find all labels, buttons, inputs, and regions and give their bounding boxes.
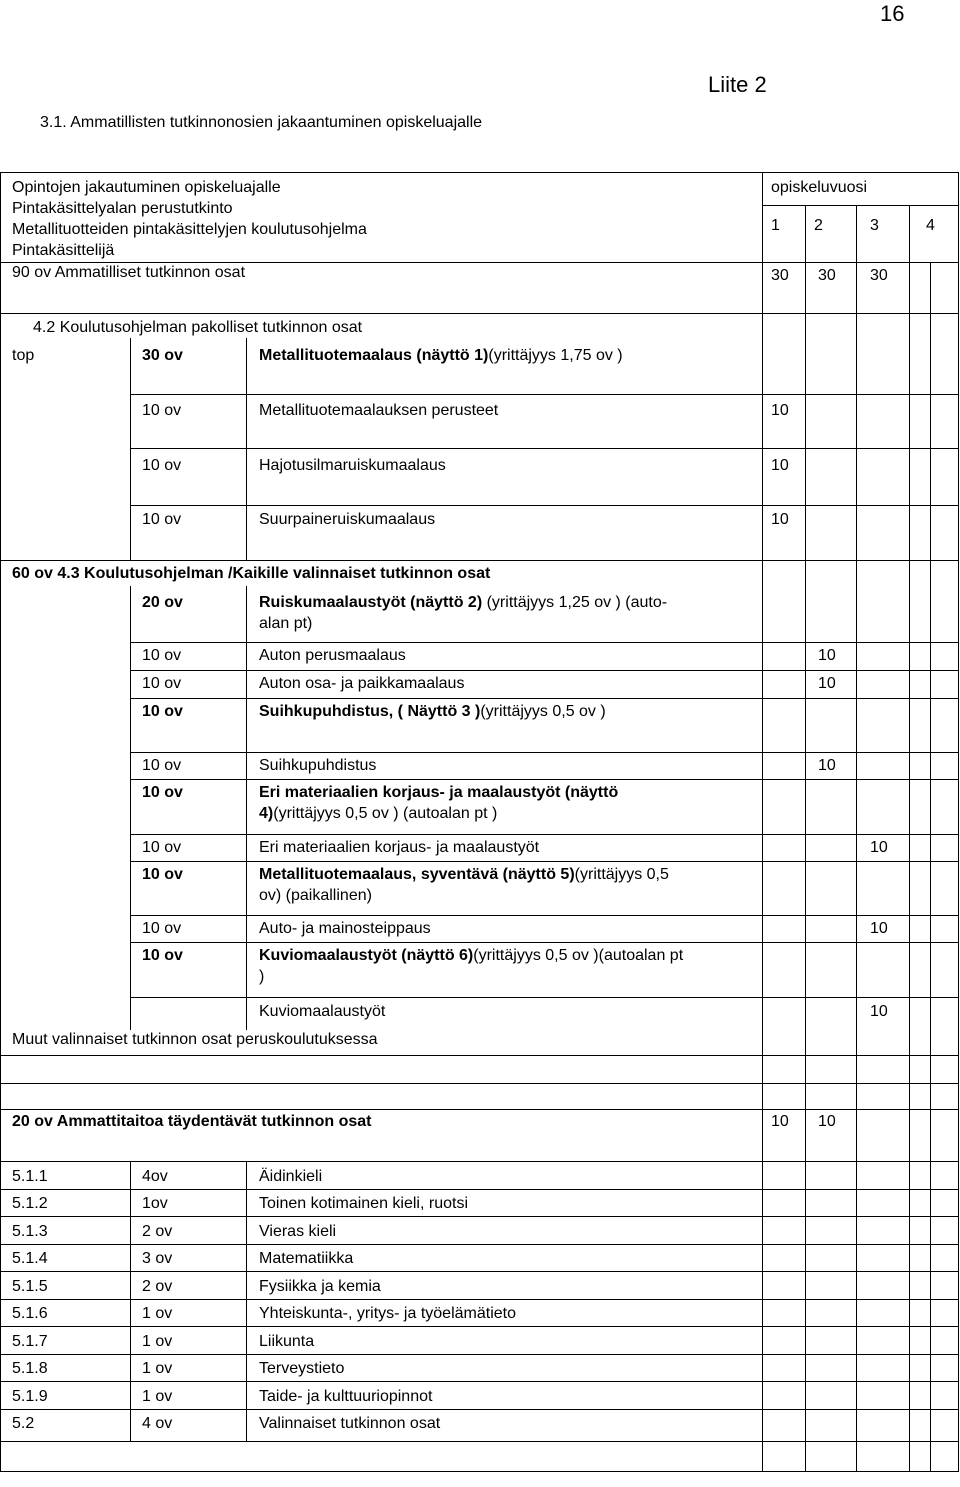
row-value: 10 [771, 511, 789, 528]
module-title-line-2: alan pt) [259, 615, 313, 632]
mandatory-prefix: top [12, 347, 35, 364]
row-line [130, 448, 959, 449]
row-line [130, 505, 959, 506]
row-ov: 10 ov [142, 920, 182, 937]
year-divider-4 [930, 262, 931, 1471]
module-title-rest: (yrittäjyys 0,5 ov ) [480, 703, 606, 720]
row-line [0, 1299, 959, 1300]
row-line [0, 1109, 959, 1110]
row-ov: 1 ov [142, 1333, 173, 1350]
appendix-label: Liite 2 [708, 72, 767, 97]
row-line [0, 1381, 959, 1382]
total-year-3: 30 [870, 267, 888, 284]
row-ov: 1ov [142, 1195, 168, 1212]
row-value: 10 [818, 647, 836, 664]
row-code: 5.1.4 [12, 1250, 48, 1267]
row-line [130, 779, 959, 780]
module-title-bold: Metallituotemaalaus, syventävä (näyttö 5) [259, 866, 575, 883]
row-name: Kuviomaalaustyöt [259, 1003, 386, 1020]
module-ov: 10 ov [142, 947, 183, 964]
module-title-bold: 4) [259, 805, 274, 822]
mandatory-module-ov: 30 ov [142, 347, 183, 364]
row-code: 5.1.8 [12, 1360, 48, 1377]
row-code: 5.1.1 [12, 1168, 48, 1185]
table-bottom-border [0, 1471, 959, 1472]
module-title-rest: (yrittäjyys 0,5 [574, 866, 669, 883]
row-line [0, 560, 959, 561]
row-ov: 10 ov [142, 839, 182, 856]
row-ov: 4 ov [142, 1415, 173, 1432]
row-code: 5.1.7 [12, 1333, 48, 1350]
module-title-bold: Kuviomaalaustyöt (näyttö 6) [259, 947, 474, 964]
year-1-label: 1 [771, 217, 780, 234]
module-title [259, 703, 606, 721]
row-line [130, 861, 959, 862]
row-value: 10 [870, 920, 888, 937]
row-ov: 10 ov [142, 402, 182, 419]
elective-heading [12, 565, 490, 583]
header-bottom-line [0, 262, 959, 263]
row-line [0, 1409, 959, 1410]
row-value: 10 [870, 839, 888, 856]
row-value: 10 [771, 402, 789, 419]
row-value: 10 [870, 1003, 888, 1020]
module-title [259, 866, 669, 884]
module-ov: 10 ov [142, 784, 183, 801]
supplementary-year-1: 10 [771, 1113, 789, 1130]
row-line [130, 698, 959, 699]
row-name: Yhteiskunta-, yritys- ja työelämätieto [259, 1305, 516, 1322]
mandatory-heading: 4.2 Koulutusohjelman pakolliset tutkinnon osat [33, 319, 363, 336]
row-name: Valinnaiset tutkinnon osat [259, 1415, 441, 1432]
row-name: Auton perusmaalaus [259, 647, 406, 664]
row-name: Eri materiaalien korjaus- ja maalaustyöt [259, 839, 540, 856]
years-label: opiskeluvuosi [771, 179, 868, 196]
module-title-bold: Suihkupuhdistus, ( Näyttö 3 ) [259, 703, 481, 720]
row-line [130, 942, 959, 943]
total-year-2: 30 [818, 267, 836, 284]
row-name: Terveystieto [259, 1360, 345, 1377]
row-ov: 3 ov [142, 1250, 173, 1267]
row-code: 5.1.2 [12, 1195, 48, 1212]
row-ov: 1 ov [142, 1305, 173, 1322]
row-value: 10 [818, 757, 836, 774]
row-line [0, 1244, 959, 1245]
module-title-rest: (yrittäjyys 0,5 ov )(autoalan pt [473, 947, 684, 964]
table-right-border [958, 172, 959, 1471]
col-divider-name [246, 338, 247, 560]
row-line [0, 1354, 959, 1355]
module-ov: 10 ov [142, 703, 183, 720]
row-ov: 4ov [142, 1168, 168, 1185]
row-line [130, 752, 959, 753]
elective-heading-text: 60 ov 4.3 Koulutusohjelman /Kaikille valinnaiset tutkinnon osat [12, 565, 491, 582]
row-name: Äidinkieli [259, 1168, 323, 1185]
module-title-rest: (yrittäjyys 0,5 ov ) (autoalan pt ) [273, 805, 498, 822]
row-ov: 1 ov [142, 1360, 173, 1377]
row-code: 5.1.3 [12, 1223, 48, 1240]
year-label-divider [762, 205, 959, 206]
row-line [0, 1083, 959, 1084]
row-name: Auto- ja mainosteippaus [259, 920, 431, 937]
year-column-divider [762, 172, 763, 1471]
year-3-label: 3 [870, 217, 879, 234]
row-name: Fysiikka ja kemia [259, 1278, 381, 1295]
header-line-1: Opintojen jakautuminen opiskeluajalle [12, 179, 281, 196]
row-code: 5.2 [12, 1415, 35, 1432]
row-name: Suurpaineruiskumaalaus [259, 511, 436, 528]
row-line [0, 1055, 959, 1056]
row-name: Liikunta [259, 1333, 315, 1350]
row-name: Vieras kieli [259, 1223, 337, 1240]
row-line [130, 915, 959, 916]
module-title-bold: Eri materiaalien korjaus- ja maalaustyöt (näyttö [259, 784, 619, 801]
row-ov: 2 ov [142, 1278, 173, 1295]
module-title-line-2: ) [259, 968, 265, 985]
row-name: Auton osa- ja paikkamaalaus [259, 675, 465, 692]
row-name: Toinen kotimainen kieli, ruotsi [259, 1195, 468, 1212]
row-line [130, 394, 959, 395]
row-line [0, 1271, 959, 1272]
row-ov: 10 ov [142, 511, 182, 528]
row-line [130, 997, 959, 998]
row-ov: 10 ov [142, 457, 182, 474]
header-line-3: Metallituotteiden pintakäsittelyjen koulutusohjelma [12, 221, 367, 238]
supplementary-heading: 20 ov Ammattitaitoa täydentävät tutkinnon osat [12, 1113, 372, 1130]
col-divider-name [246, 586, 247, 1030]
col-divider-ov [130, 1161, 131, 1441]
row-line [0, 1216, 959, 1217]
module-title-rest: (yrittäjyys 1,25 ov ) (auto- [482, 594, 668, 611]
row-value: 10 [818, 675, 836, 692]
module-title-line-2 [259, 805, 497, 823]
header-line-4: Pintakäsittelijä [12, 242, 115, 259]
page-number: 16 [880, 1, 905, 26]
row-ov: 10 ov [142, 675, 182, 692]
row-name: Metallituotemaalauksen perusteet [259, 402, 499, 419]
header-line-2: Pintakäsittelyalan perustutkinto [12, 200, 233, 217]
module-title [259, 594, 667, 612]
mandatory-module-title [259, 347, 623, 365]
row-name: Taide- ja kulttuuriopinnot [259, 1388, 433, 1405]
row-value: 10 [771, 457, 789, 474]
table-left-border [0, 172, 1, 1471]
module-title-bold: Ruiskumaalaustyöt (näyttö 2) [259, 594, 483, 611]
row-line [0, 1161, 959, 1162]
row-line [130, 642, 959, 643]
row-ov: 2 ov [142, 1223, 173, 1240]
total-year-1: 30 [771, 267, 789, 284]
module-title-bold: Metallituotemaalaus (näyttö 1) [259, 347, 489, 364]
row-code: 5.1.9 [12, 1388, 48, 1405]
row-line [0, 1441, 959, 1442]
year-4-label: 4 [926, 217, 935, 234]
table-top-border [0, 172, 958, 173]
row-line [0, 313, 959, 314]
module-title-rest: (yrittäjyys 1,75 ov ) [488, 347, 623, 364]
row-name: Hajotusilmaruiskumaalaus [259, 457, 446, 474]
row-ov: 10 ov [142, 757, 182, 774]
row-line [130, 834, 959, 835]
module-ov: 20 ov [142, 594, 183, 611]
row-line [0, 1189, 959, 1190]
module-title-line-2: ov) (paikallinen) [259, 887, 372, 904]
row-code: 5.1.5 [12, 1278, 48, 1295]
module-ov: 10 ov [142, 866, 183, 883]
supplementary-year-2: 10 [818, 1113, 836, 1130]
col-divider-ov [130, 338, 131, 560]
total-row-label: 90 ov Ammatilliset tutkinnon osat [12, 264, 246, 281]
row-name: Matematiikka [259, 1250, 354, 1267]
module-title [259, 947, 683, 965]
row-ov: 10 ov [142, 647, 182, 664]
col-divider-name [246, 1161, 247, 1441]
year-2-label: 2 [814, 217, 823, 234]
row-ov: 1 ov [142, 1388, 173, 1405]
row-line [130, 670, 959, 671]
other-electives: Muut valinnaiset tutkinnon osat peruskoulutuksessa [12, 1031, 378, 1048]
col-divider-ov [130, 586, 131, 1030]
row-line [0, 1326, 959, 1327]
row-name: Suihkupuhdistus [259, 757, 377, 774]
row-code: 5.1.6 [12, 1305, 48, 1322]
section-title: 3.1. Ammatillisten tutkinnonosien jakaantuminen opiskeluajalle [40, 114, 483, 131]
